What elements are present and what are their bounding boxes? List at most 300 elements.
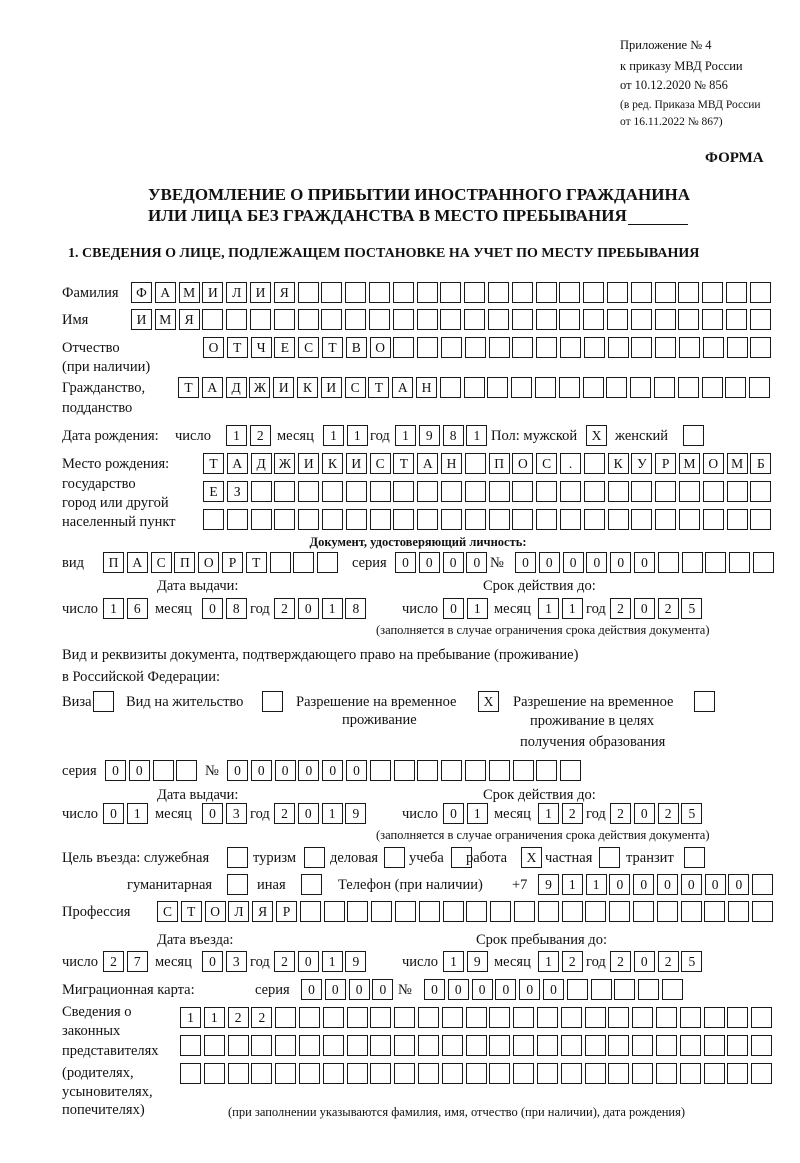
surname-cell[interactable]: И	[250, 282, 271, 303]
birthplace-2-cell[interactable]	[298, 481, 319, 502]
legal-reps-3-cell[interactable]	[180, 1063, 201, 1084]
profession-cell[interactable]: С	[157, 901, 178, 922]
doc-number-cell[interactable]: 0	[539, 552, 560, 573]
purpose-humanitarian-checkbox[interactable]	[227, 874, 248, 895]
legal-reps-3-cell[interactable]	[561, 1063, 582, 1084]
phone-cell[interactable]: 9	[538, 874, 559, 895]
legal-reps-2-cell[interactable]	[180, 1035, 201, 1056]
profession-cell[interactable]	[704, 901, 725, 922]
doc-number-cell[interactable]: 0	[610, 552, 631, 573]
birthplace-3-cell[interactable]	[489, 509, 510, 530]
name-cell[interactable]	[274, 309, 295, 330]
citizenship-cell[interactable]	[678, 377, 699, 398]
doc-issue-year-cell[interactable]: 2	[274, 598, 295, 619]
birth-year-cell[interactable]: 1	[466, 425, 487, 446]
permit-number-cell[interactable]	[370, 760, 391, 781]
permit-issue-day-cell[interactable]: 0	[103, 803, 124, 824]
name-cell[interactable]	[369, 309, 390, 330]
citizenship-cell[interactable]	[487, 377, 508, 398]
doc-series-cell[interactable]: 0	[419, 552, 440, 573]
legal-reps-3-cell[interactable]	[228, 1063, 249, 1084]
permit-series-cell[interactable]	[176, 760, 197, 781]
temp-permit-checkbox[interactable]: X	[478, 691, 499, 712]
migration-series-cell[interactable]: 0	[372, 979, 393, 1000]
doc-number-cell[interactable]: 0	[586, 552, 607, 573]
doc-valid-year-cell[interactable]: 2	[610, 598, 631, 619]
legal-reps-2-cell[interactable]	[489, 1035, 510, 1056]
profession-cell[interactable]	[371, 901, 392, 922]
surname-cell[interactable]: Я	[274, 282, 295, 303]
migration-number-cell[interactable]: 0	[424, 979, 445, 1000]
name-cell[interactable]	[464, 309, 485, 330]
birth-day-cell[interactable]: 2	[250, 425, 271, 446]
legal-reps-3-cell[interactable]	[704, 1063, 725, 1084]
patronymic-cell[interactable]: В	[346, 337, 367, 358]
patronymic-cell[interactable]: Т	[227, 337, 248, 358]
legal-reps-1-cell[interactable]	[489, 1007, 510, 1028]
citizenship-cell[interactable]	[583, 377, 604, 398]
profession-cell[interactable]	[490, 901, 511, 922]
citizenship-cell[interactable]: К	[297, 377, 318, 398]
citizenship-cell[interactable]: И	[321, 377, 342, 398]
legal-reps-3-cell[interactable]	[727, 1063, 748, 1084]
birthplace-3-cell[interactable]	[608, 509, 629, 530]
profession-cell[interactable]	[466, 901, 487, 922]
citizenship-cell[interactable]	[630, 377, 651, 398]
citizenship-cell[interactable]: И	[273, 377, 294, 398]
legal-reps-2-cell[interactable]	[632, 1035, 653, 1056]
permit-issue-year-cell[interactable]: 9	[345, 803, 366, 824]
legal-reps-3-cell[interactable]	[347, 1063, 368, 1084]
migration-number-cell[interactable]	[614, 979, 635, 1000]
surname-cell[interactable]	[321, 282, 342, 303]
birthplace-3-cell[interactable]	[322, 509, 343, 530]
name-cell[interactable]	[417, 309, 438, 330]
legal-reps-2-cell[interactable]	[751, 1035, 772, 1056]
entry-year-cell[interactable]: 9	[345, 951, 366, 972]
birthplace-1-cell[interactable]: О	[703, 453, 724, 474]
birthplace-3-cell[interactable]	[750, 509, 771, 530]
permit-issue-day-cell[interactable]: 1	[127, 803, 148, 824]
doc-number-cell[interactable]: 0	[563, 552, 584, 573]
surname-cell[interactable]: А	[155, 282, 176, 303]
birthplace-2-cell[interactable]	[489, 481, 510, 502]
phone-cell[interactable]: 1	[586, 874, 607, 895]
doc-type-cell[interactable]	[270, 552, 291, 573]
purpose-private-checkbox[interactable]	[599, 847, 620, 868]
permit-series-cell[interactable]: 0	[105, 760, 126, 781]
birthplace-1-cell[interactable]: А	[227, 453, 248, 474]
name-cell[interactable]: Я	[179, 309, 200, 330]
birthplace-3-cell[interactable]	[298, 509, 319, 530]
purpose-tourism-checkbox[interactable]	[304, 847, 325, 868]
birthplace-2-cell[interactable]	[655, 481, 676, 502]
profession-cell[interactable]: Я	[252, 901, 273, 922]
migration-series-cell[interactable]: 0	[325, 979, 346, 1000]
birthplace-3-cell[interactable]	[631, 509, 652, 530]
birthplace-1-cell[interactable]: Н	[441, 453, 462, 474]
phone-cell[interactable]: 0	[609, 874, 630, 895]
birthplace-2-cell[interactable]	[750, 481, 771, 502]
citizenship-cell[interactable]	[749, 377, 770, 398]
legal-reps-2-cell[interactable]	[323, 1035, 344, 1056]
profession-cell[interactable]	[514, 901, 535, 922]
sex-female-checkbox[interactable]	[683, 425, 704, 446]
permit-valid-year-cell[interactable]: 5	[681, 803, 702, 824]
legal-reps-1-cell[interactable]	[347, 1007, 368, 1028]
doc-number-cell[interactable]	[753, 552, 774, 573]
doc-type-cell[interactable]: О	[198, 552, 219, 573]
citizenship-cell[interactable]	[535, 377, 556, 398]
patronymic-cell[interactable]	[465, 337, 486, 358]
birthplace-3-cell[interactable]	[227, 509, 248, 530]
birthplace-2-cell[interactable]	[679, 481, 700, 502]
surname-cell[interactable]	[631, 282, 652, 303]
doc-series-cell[interactable]: 0	[466, 552, 487, 573]
surname-cell[interactable]	[488, 282, 509, 303]
legal-reps-1-cell[interactable]	[418, 1007, 439, 1028]
birthplace-2-cell[interactable]	[465, 481, 486, 502]
patronymic-cell[interactable]: Т	[322, 337, 343, 358]
surname-cell[interactable]	[393, 282, 414, 303]
name-cell[interactable]	[631, 309, 652, 330]
birthplace-3-cell[interactable]	[465, 509, 486, 530]
permit-number-cell[interactable]: 0	[346, 760, 367, 781]
birthplace-3-cell[interactable]	[727, 509, 748, 530]
surname-cell[interactable]	[536, 282, 557, 303]
permit-issue-year-cell[interactable]: 2	[274, 803, 295, 824]
legal-reps-2-cell[interactable]	[585, 1035, 606, 1056]
legal-reps-3-cell[interactable]	[680, 1063, 701, 1084]
patronymic-cell[interactable]	[393, 337, 414, 358]
birthplace-2-cell[interactable]: Е	[203, 481, 224, 502]
birthplace-2-cell[interactable]	[584, 481, 605, 502]
stay-day-cell[interactable]: 1	[443, 951, 464, 972]
stay-year-cell[interactable]: 2	[658, 951, 679, 972]
legal-reps-1-cell[interactable]: 1	[204, 1007, 225, 1028]
name-cell[interactable]	[512, 309, 533, 330]
entry-day-cell[interactable]: 7	[127, 951, 148, 972]
legal-reps-3-cell[interactable]	[489, 1063, 510, 1084]
birthplace-3-cell[interactable]	[679, 509, 700, 530]
patronymic-cell[interactable]	[703, 337, 724, 358]
doc-valid-day-cell[interactable]: 0	[443, 598, 464, 619]
citizenship-cell[interactable]: Д	[226, 377, 247, 398]
residence-permit-checkbox[interactable]	[262, 691, 283, 712]
birthplace-1-cell[interactable]: С	[536, 453, 557, 474]
doc-valid-year-cell[interactable]: 5	[681, 598, 702, 619]
surname-cell[interactable]	[298, 282, 319, 303]
stay-month-cell[interactable]: 1	[538, 951, 559, 972]
birthplace-2-cell[interactable]	[631, 481, 652, 502]
legal-reps-3-cell[interactable]	[442, 1063, 463, 1084]
entry-year-cell[interactable]: 1	[322, 951, 343, 972]
birthplace-3-cell[interactable]	[536, 509, 557, 530]
birthplace-1-cell[interactable]: К	[608, 453, 629, 474]
phone-cell[interactable]	[752, 874, 773, 895]
permit-number-cell[interactable]	[489, 760, 510, 781]
entry-month-cell[interactable]: 0	[202, 951, 223, 972]
legal-reps-1-cell[interactable]	[632, 1007, 653, 1028]
phone-cell[interactable]: 1	[562, 874, 583, 895]
legal-reps-1-cell[interactable]	[537, 1007, 558, 1028]
doc-type-cell[interactable]: П	[174, 552, 195, 573]
permit-series-cell[interactable]: 0	[129, 760, 150, 781]
citizenship-cell[interactable]	[440, 377, 461, 398]
legal-reps-1-cell[interactable]	[656, 1007, 677, 1028]
legal-reps-3-cell[interactable]	[466, 1063, 487, 1084]
surname-cell[interactable]	[702, 282, 723, 303]
legal-reps-2-cell[interactable]	[299, 1035, 320, 1056]
profession-cell[interactable]	[609, 901, 630, 922]
permit-issue-month-cell[interactable]: 0	[202, 803, 223, 824]
permit-number-cell[interactable]: 0	[227, 760, 248, 781]
legal-reps-3-cell[interactable]	[656, 1063, 677, 1084]
profession-cell[interactable]: Т	[181, 901, 202, 922]
citizenship-cell[interactable]	[559, 377, 580, 398]
legal-reps-2-cell[interactable]	[656, 1035, 677, 1056]
name-cell[interactable]	[393, 309, 414, 330]
birthplace-1-cell[interactable]: У	[631, 453, 652, 474]
birthplace-2-cell[interactable]	[322, 481, 343, 502]
patronymic-cell[interactable]	[631, 337, 652, 358]
citizenship-cell[interactable]	[606, 377, 627, 398]
legal-reps-2-cell[interactable]	[608, 1035, 629, 1056]
permit-number-cell[interactable]	[560, 760, 581, 781]
birthplace-2-cell[interactable]	[346, 481, 367, 502]
permit-issue-year-cell[interactable]: 1	[322, 803, 343, 824]
birthplace-1-cell[interactable]: А	[417, 453, 438, 474]
name-cell[interactable]	[202, 309, 223, 330]
purpose-official-checkbox[interactable]	[227, 847, 248, 868]
doc-number-cell[interactable]: 0	[634, 552, 655, 573]
birthplace-1-cell[interactable]: И	[346, 453, 367, 474]
phone-cell[interactable]: 0	[633, 874, 654, 895]
doc-issue-month-cell[interactable]: 0	[202, 598, 223, 619]
entry-month-cell[interactable]: 3	[226, 951, 247, 972]
citizenship-cell[interactable]: А	[392, 377, 413, 398]
surname-cell[interactable]: М	[179, 282, 200, 303]
birthplace-1-cell[interactable]	[584, 453, 605, 474]
legal-reps-1-cell[interactable]	[704, 1007, 725, 1028]
purpose-work-checkbox[interactable]: X	[521, 847, 542, 868]
birth-month-cell[interactable]: 1	[323, 425, 344, 446]
profession-cell[interactable]	[419, 901, 440, 922]
migration-series-cell[interactable]: 0	[301, 979, 322, 1000]
legal-reps-1-cell[interactable]	[275, 1007, 296, 1028]
birthplace-2-cell[interactable]: З	[227, 481, 248, 502]
birthplace-1-cell[interactable]: Б	[750, 453, 771, 474]
surname-cell[interactable]	[464, 282, 485, 303]
citizenship-cell[interactable]: А	[202, 377, 223, 398]
legal-reps-2-cell[interactable]	[466, 1035, 487, 1056]
profession-cell[interactable]	[443, 901, 464, 922]
profession-cell[interactable]	[300, 901, 321, 922]
profession-cell[interactable]	[633, 901, 654, 922]
migration-number-cell[interactable]: 0	[519, 979, 540, 1000]
permit-issue-year-cell[interactable]: 0	[298, 803, 319, 824]
birthplace-3-cell[interactable]	[370, 509, 391, 530]
profession-cell[interactable]: О	[205, 901, 226, 922]
birthplace-2-cell[interactable]	[441, 481, 462, 502]
profession-cell[interactable]: Л	[228, 901, 249, 922]
doc-valid-month-cell[interactable]: 1	[538, 598, 559, 619]
profession-cell[interactable]	[752, 901, 773, 922]
migration-number-cell[interactable]	[591, 979, 612, 1000]
permit-series-cell[interactable]	[153, 760, 174, 781]
profession-cell[interactable]	[562, 901, 583, 922]
legal-reps-2-cell[interactable]	[561, 1035, 582, 1056]
legal-reps-1-cell[interactable]	[608, 1007, 629, 1028]
legal-reps-3-cell[interactable]	[370, 1063, 391, 1084]
name-cell[interactable]	[559, 309, 580, 330]
profession-cell[interactable]	[728, 901, 749, 922]
doc-type-cell[interactable]	[317, 552, 338, 573]
surname-cell[interactable]	[678, 282, 699, 303]
profession-cell[interactable]	[324, 901, 345, 922]
legal-reps-1-cell[interactable]	[585, 1007, 606, 1028]
surname-cell[interactable]	[726, 282, 747, 303]
legal-reps-3-cell[interactable]	[275, 1063, 296, 1084]
patronymic-cell[interactable]: Е	[274, 337, 295, 358]
birthplace-3-cell[interactable]	[393, 509, 414, 530]
permit-issue-month-cell[interactable]: 3	[226, 803, 247, 824]
legal-reps-2-cell[interactable]	[537, 1035, 558, 1056]
doc-type-cell[interactable]	[293, 552, 314, 573]
birth-year-cell[interactable]: 8	[443, 425, 464, 446]
surname-cell[interactable]	[583, 282, 604, 303]
patronymic-cell[interactable]: О	[370, 337, 391, 358]
legal-reps-3-cell[interactable]	[537, 1063, 558, 1084]
legal-reps-3-cell[interactable]	[323, 1063, 344, 1084]
name-cell[interactable]	[321, 309, 342, 330]
permit-number-cell[interactable]	[513, 760, 534, 781]
birthplace-2-cell[interactable]	[608, 481, 629, 502]
surname-cell[interactable]: Ф	[131, 282, 152, 303]
birthplace-2-cell[interactable]	[536, 481, 557, 502]
doc-valid-year-cell[interactable]: 0	[634, 598, 655, 619]
birthplace-2-cell[interactable]	[512, 481, 533, 502]
surname-cell[interactable]	[559, 282, 580, 303]
phone-cell[interactable]: 0	[705, 874, 726, 895]
name-cell[interactable]	[583, 309, 604, 330]
patronymic-cell[interactable]	[441, 337, 462, 358]
legal-reps-2-cell[interactable]	[727, 1035, 748, 1056]
citizenship-cell[interactable]: Ж	[249, 377, 270, 398]
phone-cell[interactable]: 0	[728, 874, 749, 895]
patronymic-cell[interactable]	[560, 337, 581, 358]
profession-cell[interactable]	[657, 901, 678, 922]
birthplace-1-cell[interactable]: О	[512, 453, 533, 474]
name-cell[interactable]	[655, 309, 676, 330]
birthplace-1-cell[interactable]: Р	[655, 453, 676, 474]
legal-reps-3-cell[interactable]	[585, 1063, 606, 1084]
doc-number-cell[interactable]	[729, 552, 750, 573]
legal-reps-2-cell[interactable]	[204, 1035, 225, 1056]
legal-reps-1-cell[interactable]	[299, 1007, 320, 1028]
legal-reps-3-cell[interactable]	[751, 1063, 772, 1084]
permit-number-cell[interactable]	[394, 760, 415, 781]
doc-number-cell[interactable]: 0	[515, 552, 536, 573]
edu-permit-checkbox[interactable]	[694, 691, 715, 712]
legal-reps-1-cell[interactable]	[561, 1007, 582, 1028]
doc-type-cell[interactable]: Р	[222, 552, 243, 573]
birthplace-3-cell[interactable]	[346, 509, 367, 530]
citizenship-cell[interactable]: С	[345, 377, 366, 398]
permit-valid-year-cell[interactable]: 2	[610, 803, 631, 824]
profession-cell[interactable]	[585, 901, 606, 922]
birthplace-3-cell[interactable]	[560, 509, 581, 530]
legal-reps-1-cell[interactable]: 2	[228, 1007, 249, 1028]
surname-cell[interactable]	[607, 282, 628, 303]
entry-day-cell[interactable]: 2	[103, 951, 124, 972]
legal-reps-1-cell[interactable]	[513, 1007, 534, 1028]
visa-checkbox[interactable]	[93, 691, 114, 712]
patronymic-cell[interactable]: О	[203, 337, 224, 358]
birthplace-3-cell[interactable]	[417, 509, 438, 530]
patronymic-cell[interactable]	[584, 337, 605, 358]
birthplace-1-cell[interactable]	[465, 453, 486, 474]
birthplace-1-cell[interactable]: Д	[251, 453, 272, 474]
permit-valid-day-cell[interactable]: 0	[443, 803, 464, 824]
birth-year-cell[interactable]: 1	[395, 425, 416, 446]
birthplace-2-cell[interactable]	[393, 481, 414, 502]
doc-issue-year-cell[interactable]: 1	[322, 598, 343, 619]
legal-reps-2-cell[interactable]	[442, 1035, 463, 1056]
migration-number-cell[interactable]	[567, 979, 588, 1000]
birthplace-3-cell[interactable]	[203, 509, 224, 530]
surname-cell[interactable]	[369, 282, 390, 303]
permit-number-cell[interactable]	[536, 760, 557, 781]
name-cell[interactable]	[250, 309, 271, 330]
birthplace-1-cell[interactable]: М	[679, 453, 700, 474]
patronymic-cell[interactable]: Ч	[251, 337, 272, 358]
legal-reps-3-cell[interactable]	[418, 1063, 439, 1084]
sex-male-checkbox[interactable]: X	[586, 425, 607, 446]
doc-issue-year-cell[interactable]: 8	[345, 598, 366, 619]
birthplace-1-cell[interactable]: Т	[393, 453, 414, 474]
name-cell[interactable]	[345, 309, 366, 330]
legal-reps-1-cell[interactable]	[466, 1007, 487, 1028]
birthplace-2-cell[interactable]	[251, 481, 272, 502]
profession-cell[interactable]	[538, 901, 559, 922]
purpose-transit-checkbox[interactable]	[684, 847, 705, 868]
birthplace-1-cell[interactable]: Т	[203, 453, 224, 474]
birthplace-1-cell[interactable]: П	[489, 453, 510, 474]
migration-number-cell[interactable]	[638, 979, 659, 1000]
birthplace-3-cell[interactable]	[584, 509, 605, 530]
migration-number-cell[interactable]: 0	[448, 979, 469, 1000]
surname-cell[interactable]	[750, 282, 771, 303]
name-cell[interactable]	[726, 309, 747, 330]
legal-reps-3-cell[interactable]	[608, 1063, 629, 1084]
surname-cell[interactable]	[440, 282, 461, 303]
permit-valid-year-cell[interactable]: 2	[658, 803, 679, 824]
migration-number-cell[interactable]	[662, 979, 683, 1000]
legal-reps-2-cell[interactable]	[418, 1035, 439, 1056]
name-cell[interactable]	[440, 309, 461, 330]
legal-reps-2-cell[interactable]	[275, 1035, 296, 1056]
birth-month-cell[interactable]: 1	[347, 425, 368, 446]
legal-reps-2-cell[interactable]	[513, 1035, 534, 1056]
profession-cell[interactable]	[681, 901, 702, 922]
birthplace-3-cell[interactable]	[274, 509, 295, 530]
doc-series-cell[interactable]: 0	[443, 552, 464, 573]
name-cell[interactable]	[750, 309, 771, 330]
purpose-business-checkbox[interactable]	[384, 847, 405, 868]
surname-cell[interactable]	[655, 282, 676, 303]
legal-reps-3-cell[interactable]	[251, 1063, 272, 1084]
